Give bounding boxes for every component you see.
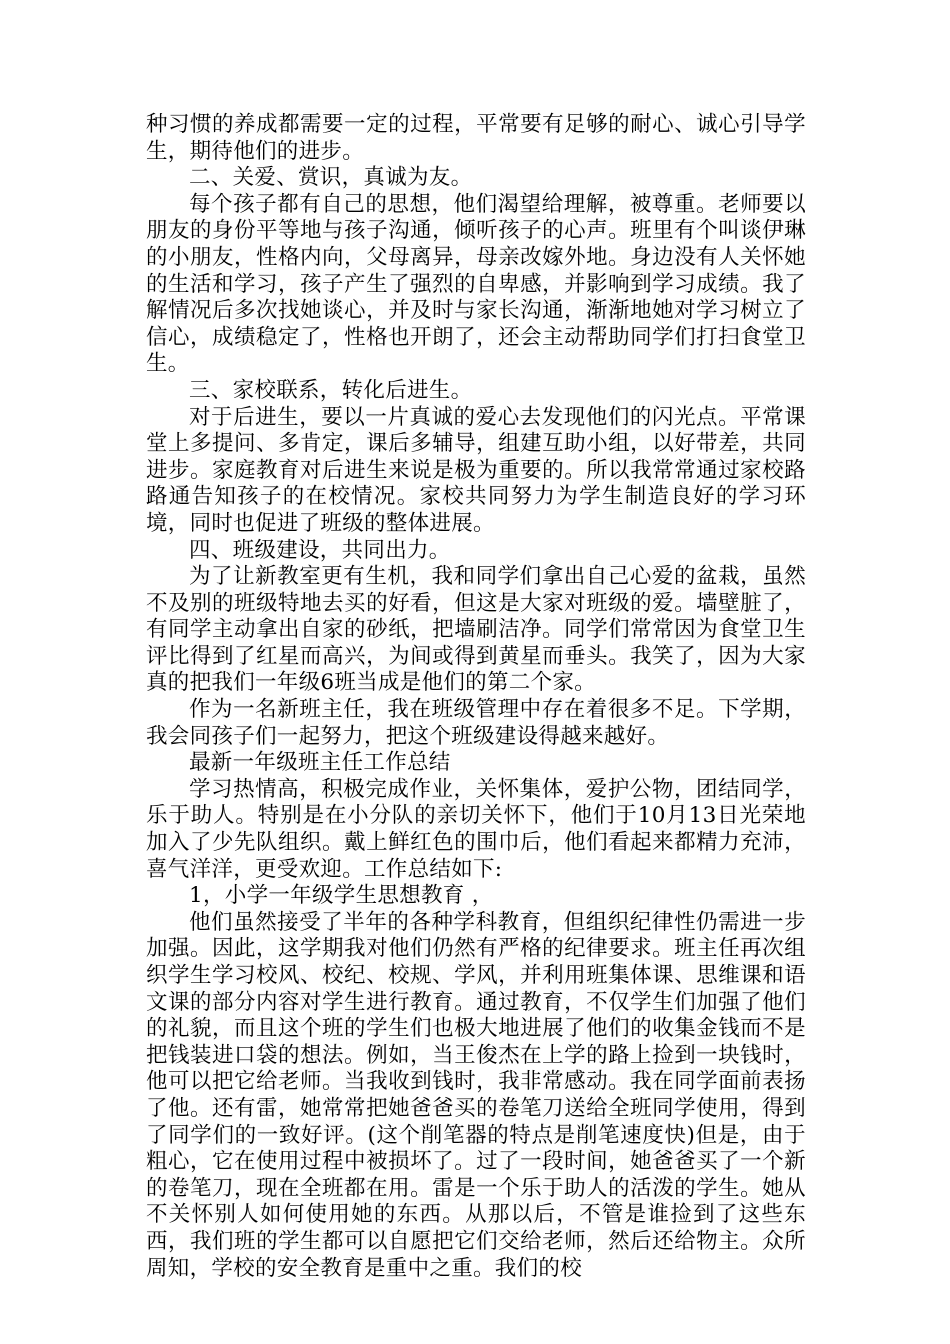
paragraph-2: 每个孩子都有自己的思想，他们渴望给理解，被尊重。老师要以朋友的身份平等地与孩子沟通，倾听孩子的心声。班里有个叫谈伊琳的小朋友，性格内向，父母离异，母亲改嫁外地。身边没有人关怀她的生活和学习，孩子产生了强烈的自卑感，并影响到学习成绩。我了解情况后多次找她谈心，并及时与家长沟通，渐渐地她对学习树立了信心，成绩稳定了，性格也开朗了，还会主动帮助同学们打扫食堂卫生。 bbox=[146, 191, 806, 377]
paragraph-7: 他们虽然接受了半年的各种学科教育，但组织纪律性仍需进一步加强。因此，这学期我对他们仍然有严格的纪律要求。班主任再次组织学生学习校风、校纪、校规、学风，并利用班集体课、思维课和语文课的部分内容对学生进行教育。通过教育，不仅学生们加强了他们的礼貌，而且这个班的学生们也极大地进展了他们的收集金钱而不是把钱装进口袋的想法。例如，当王俊杰在上学的路上捡到一块钱时，他可以把它给老师。当我收到钱时，我非常感动。我在同学面前表扬了他。还有雷，她常常把她爸爸买的卷笔刀送给全班同学使用，得到了同学们的一致好评。(这个削笔器的特点是削笔速度快)但是，由于粗心，它在使用过程中被损坏了。过了一段时间，她爸爸买了一个新的卷笔刀，现在全班都在用。雷是一个乐于助人的活泼的学生。她从不关怀别人如何使用她的东西。从那以后，不管是谁捡到了这些东西，我们班的学生都可以自愿把它们交给老师，然后还给物主。众所周知，学校的安全教育是重中之重。我们的校 bbox=[146, 909, 806, 1281]
paragraph-6: 学习热情高，积极完成作业，关怀集体，爱护公物，团结同学，乐于助人。特别是在小分队的亲切关怀下，他们于10月13日光荣地加入了少先队组织。戴上鲜红色的围巾后，他们看起来都精力充沛，喜气洋洋，更受欢迎。工作总结如下: bbox=[146, 776, 806, 882]
paragraph-5: 作为一名新班主任，我在班级管理中存在着很多不足。下学期，我会同孩子们一起努力，把这个班级建设得越来越好。 bbox=[146, 697, 806, 749]
section-heading-4: 四、班级建设，共同出力。 bbox=[189, 537, 451, 563]
document-subtitle: 最新一年级班主任工作总结 bbox=[189, 750, 451, 776]
paragraph-1: 种习惯的养成都需要一定的过程，平常要有足够的耐心、诚心引导学生，期待他们的进步。 bbox=[146, 112, 806, 164]
paragraph-3: 对于后进生，要以一片真诚的爱心去发现他们的闪光点。平常课堂上多提问、多肯定，课后多辅导，组建互助小组，以好带差，共同进步。家庭教育对后进生来说是极为重要的。所以我常常通过家校路路通告知孩子的在校情况。家校共同努力为学生制造良好的学习环境，同时也促进了班级的整体进展。 bbox=[146, 404, 806, 536]
document-body bbox=[146, 112, 806, 1282]
paragraph-4: 为了让新教室更有生机，我和同学们拿出自己心爱的盆栽，虽然不及别的班级特地去买的好看，但这是大家对班级的爱。墙壁脏了，有同学主动拿出自家的砂纸，把墙刷洁净。同学们常常因为食堂卫生评比得到了红星而高兴，为间或得到黄星而垂头。我笑了，因为大家真的把我们一年级6班当成是他们的第二个家。 bbox=[146, 564, 806, 696]
section-heading-5: 1，小学一年级学生思想教育 ， bbox=[189, 883, 494, 909]
section-heading-3: 三、家校联系，转化后进生。 bbox=[189, 377, 473, 403]
section-heading-2: 二、关爱、赏识，真诚为友。 bbox=[189, 165, 473, 191]
